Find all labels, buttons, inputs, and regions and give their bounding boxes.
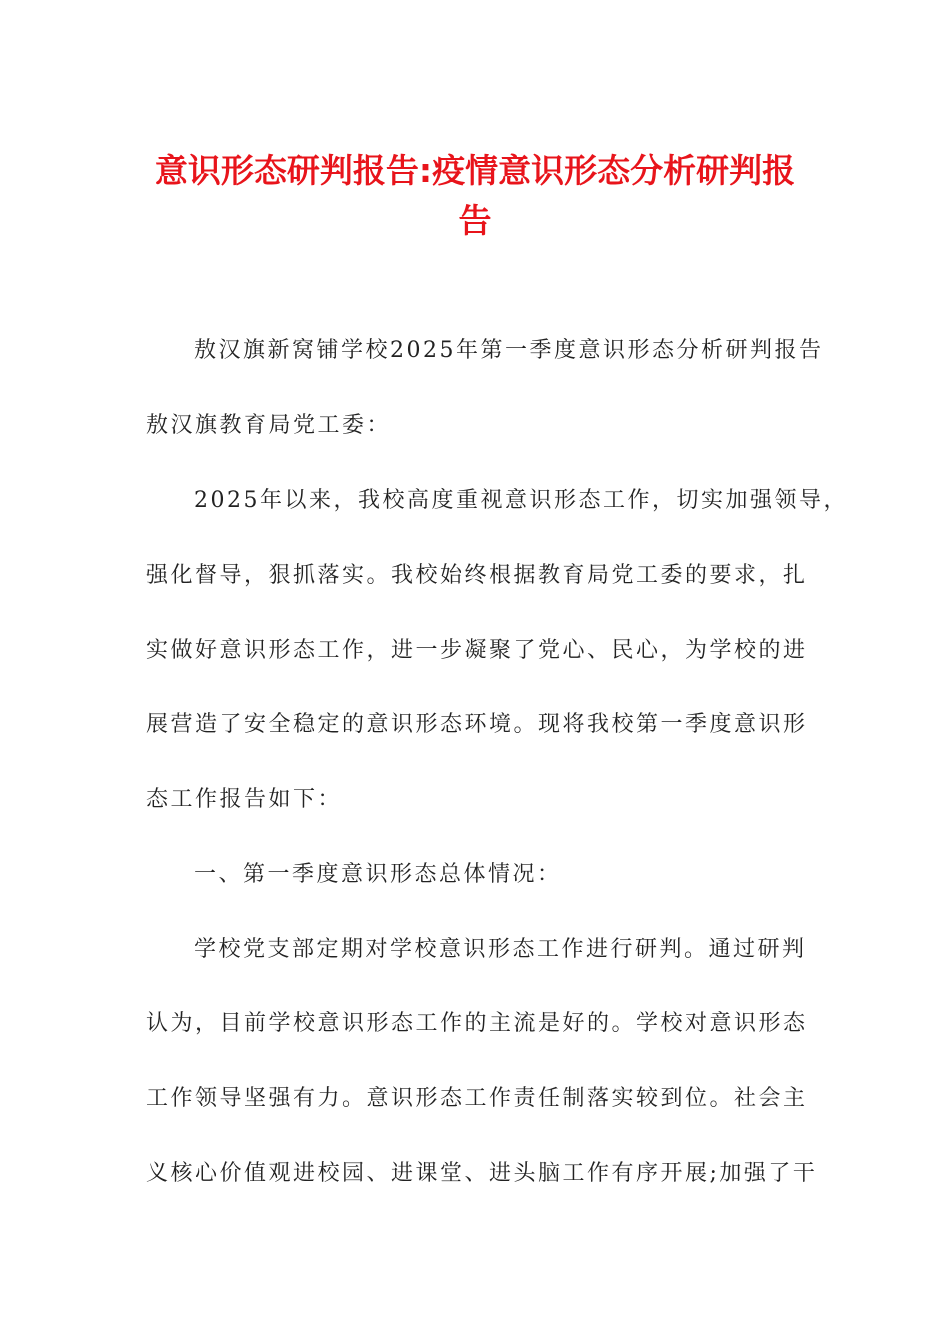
title-line-2: 告 bbox=[458, 201, 492, 240]
paragraph-line: 学校党支部定期对学校意识形态工作进行研判。通过研判 bbox=[194, 937, 807, 962]
paragraph-line: 一、第一季度意识形态总体情况： bbox=[194, 862, 562, 887]
paragraph-line: 强化督导，狠抓落实。我校始终根据教育局党工委的要求，扎 bbox=[146, 563, 808, 588]
paragraph-line: 敖汉旗新窝铺学校2025年第一季度意识形态分析研判报告 bbox=[194, 338, 824, 363]
paragraph-line: 态工作报告如下： bbox=[146, 787, 343, 812]
document-title bbox=[130, 146, 820, 246]
title-line-1: 意识形态研判报告:疫情意识形态分析研判报 bbox=[154, 151, 796, 190]
paragraph-line: 义核心价值观进校园、进课堂、进头脑工作有序开展;加强了干 bbox=[146, 1161, 818, 1186]
paragraph-line: 2025年以来，我校高度重视意识形态工作，切实加强领导， bbox=[194, 488, 848, 513]
paragraph-line: 认为，目前学校意识形态工作的主流是好的。学校对意识形态 bbox=[146, 1011, 808, 1036]
paragraph-line: 展营造了安全稳定的意识形态环境。现将我校第一季度意识形 bbox=[146, 712, 808, 737]
paragraph-line: 实做好意识形态工作，进一步凝聚了党心、民心，为学校的进 bbox=[146, 638, 808, 663]
paragraph-line: 工作领导坚强有力。意识形态工作责任制落实较到位。社会主 bbox=[146, 1086, 808, 1111]
paragraph-line: 敖汉旗教育局党工委： bbox=[146, 413, 392, 438]
